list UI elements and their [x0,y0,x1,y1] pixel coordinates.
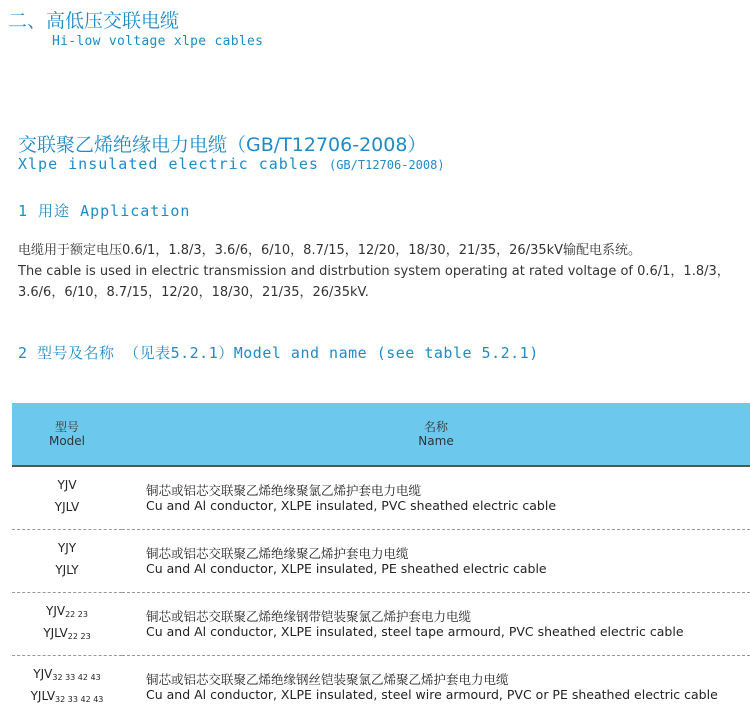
name-en: Cu and Al conductor, XLPE insulated, PVC sheathed electric cable [146,498,557,513]
model-code: YJV [46,604,66,618]
header-name-cn: 名称 [423,420,448,434]
model-suffix: 32 33 42 43 [55,695,104,704]
model-cell [12,593,122,656]
table-row [12,656,750,719]
table-header-row [12,403,750,466]
header-name-en: Name [418,434,454,448]
model-code: YJV [57,478,77,492]
doc-title-standard: (GB/T12706-2008) [328,158,445,172]
name-cn: 铜芯或铝芯交联聚乙烯绝缘钢丝铠装聚氯乙烯聚乙烯护套电力电缆 [146,672,509,687]
doc-title-en-text: Xlpe insulated electric cables [18,155,319,173]
name-cn: 铜芯或铝芯交联聚乙烯绝缘聚乙烯护套电力电缆 [146,546,409,561]
section-title-en: Hi-low voltage xlpe cables [52,34,264,49]
header-name [122,403,750,466]
name-cn: 铜芯或铝芯交联聚乙烯绝缘聚氯乙烯护套电力电缆 [146,483,422,498]
heading-application: 1 用途 Application [18,202,191,220]
model-code: YJLY [55,563,79,577]
model-al [12,687,122,709]
model-al [12,561,122,583]
model-cell [12,466,122,530]
header-model [12,403,122,466]
name-en: Cu and Al conductor, XLPE insulated, PE sheathed electric cable [146,561,547,576]
name-en: Cu and Al conductor, XLPE insulated, steel wire armourd, PVC or PE sheathed electric cable [146,687,718,702]
doc-title-cn: 交联聚乙烯绝缘电力电缆（GB/T12706-2008） [18,134,427,156]
model-name-table [12,403,750,718]
model-cell [12,656,122,719]
application-paragraph [18,240,748,303]
table-row [12,593,750,656]
name-cell [122,466,750,530]
table-row [12,466,750,530]
section-title-cn: 二、高低压交联电缆 [8,10,180,32]
model-suffix: 22 23 [67,632,91,641]
name-cn: 铜芯或铝芯交联聚乙烯绝缘钢带铠装聚氯乙烯护套电力电缆 [146,609,472,624]
application-cn: 电缆用于额定电压0.6/1，1.8/3，3.6/6，6/10，8.7/15，12/20，18/30，21/35，26/35kV输配电系统。 [18,243,642,258]
table-row [12,530,750,593]
model-cu [12,665,122,687]
model-cu [12,476,122,498]
name-cell [122,593,750,656]
name-cell [122,530,750,593]
model-suffix: 22 23 [65,610,88,619]
model-suffix: 32 33 42 43 [52,673,101,682]
model-code: YJLV [30,689,56,703]
model-code: YJY [57,541,77,555]
header-model-cn: 型号 [54,420,79,434]
model-cu [12,602,122,624]
model-cu [12,539,122,561]
header-model-en: Model [48,434,86,448]
model-cell [12,530,122,593]
doc-title-en [18,155,445,173]
heading-model-name: 2 型号及名称 （见表5.2.1）Model and name (see table 5.2.1) [18,344,539,362]
model-code: YJV [33,667,53,681]
name-cell [122,656,750,719]
model-al [12,624,122,646]
model-al [12,498,122,520]
model-code: YJLV [54,500,80,514]
application-en: The cable is used in electric transmission and distrbution system operating at rated voltage of 0.6/1，1.8/3，3.6/6，6/10，8.7/15，12/20，18/30，21/35，26/35kV. [18,264,730,300]
name-en: Cu and Al conductor, XLPE insulated, steel tape armourd, PVC sheathed electric cable [146,624,684,639]
model-code: YJLV [43,626,68,640]
